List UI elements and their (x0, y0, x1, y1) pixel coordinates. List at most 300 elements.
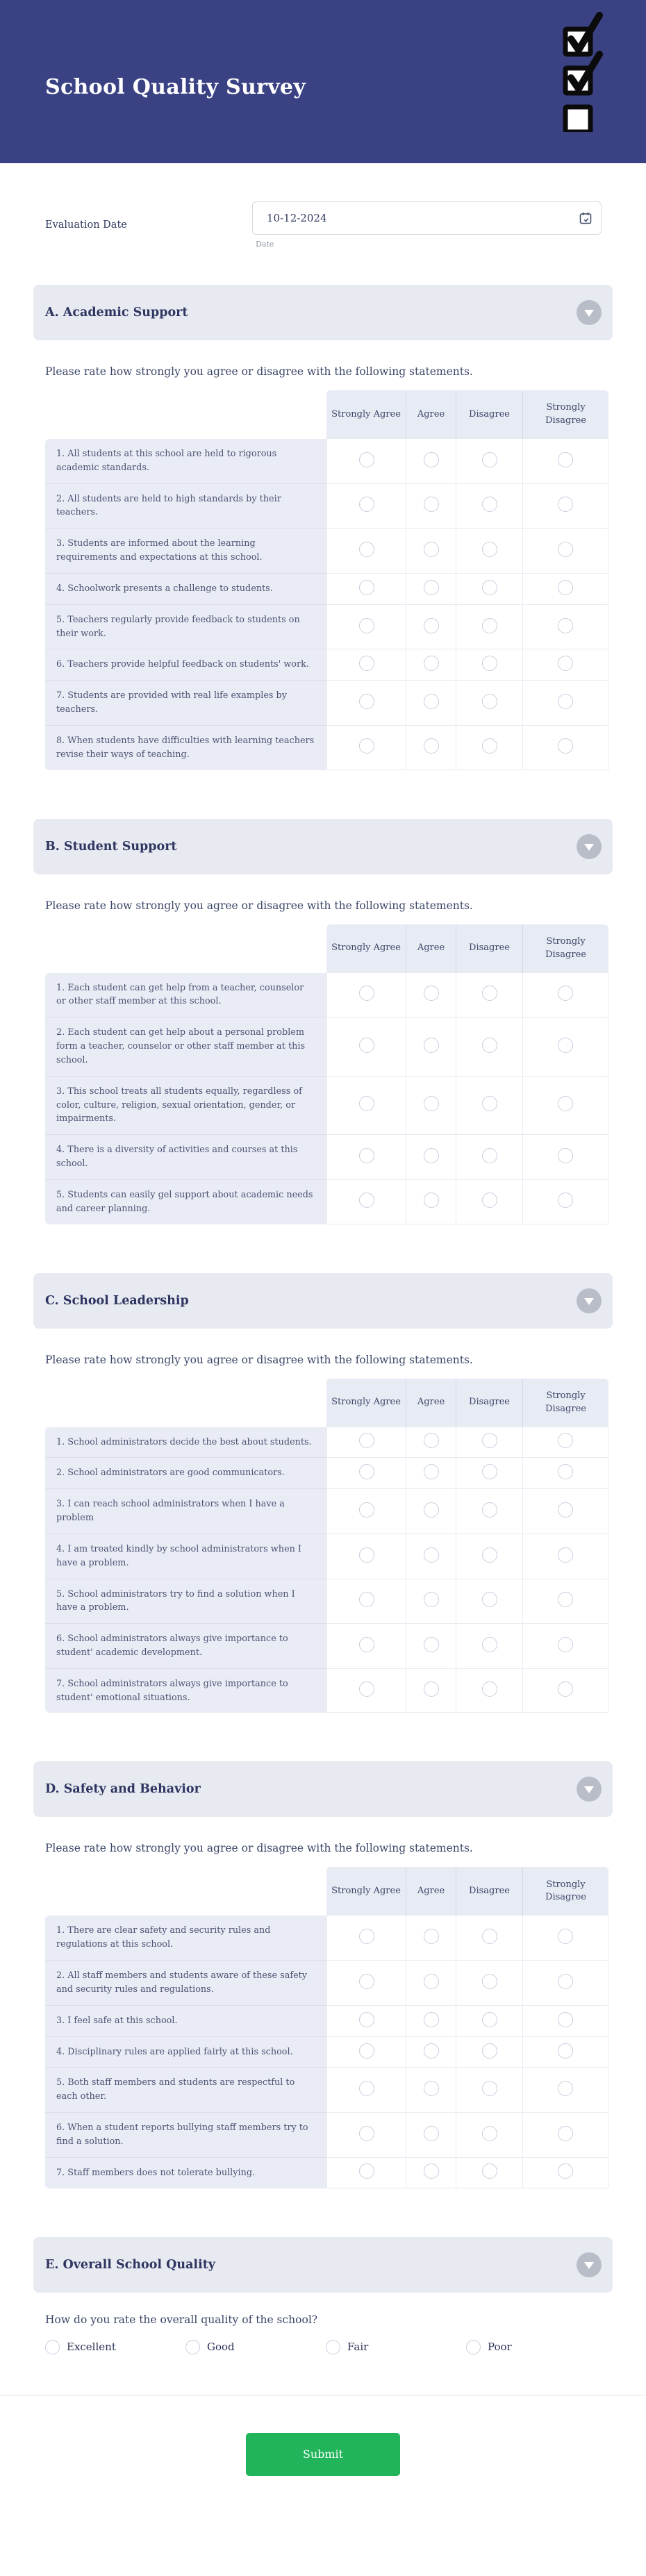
radio-option[interactable] (359, 452, 374, 467)
radio-cell (456, 1427, 522, 1459)
radio-option[interactable] (359, 1464, 374, 1479)
radio-option[interactable] (482, 1148, 497, 1163)
radio-cell (406, 1916, 456, 1961)
radio-option[interactable] (424, 1193, 439, 1208)
radio-cell (456, 649, 522, 681)
section-title: B. Student Support (45, 839, 177, 854)
radio-cell (326, 681, 406, 726)
radio-option[interactable] (482, 1193, 497, 1208)
radio-option[interactable] (424, 2081, 439, 2096)
matrix-row (45, 529, 608, 574)
radio-cell (406, 1077, 456, 1135)
radio-cell (522, 1489, 608, 1534)
radio-option[interactable] (424, 1681, 439, 1697)
radio-cell (522, 1669, 608, 1713)
question-text: 7. Students are provided with real life examples by teachers. (45, 681, 326, 726)
radio-option[interactable] (558, 2126, 573, 2141)
radio-cell (406, 1534, 456, 1579)
radio-option[interactable] (558, 2081, 573, 2096)
matrix-row (45, 1135, 608, 1180)
section-title: C. School Leadership (45, 1293, 189, 1308)
matrix-table (45, 390, 608, 770)
radio-option[interactable] (359, 1038, 374, 1053)
radio-option[interactable] (359, 1974, 374, 1989)
radio-option[interactable] (482, 580, 497, 595)
radio-option[interactable] (482, 1433, 497, 1448)
radio-cell (522, 2037, 608, 2068)
radio-cell (456, 529, 522, 574)
radio-cell (406, 1669, 456, 1713)
radio-cell (326, 1180, 406, 1224)
radio-cell (456, 2158, 522, 2188)
radio-cell (406, 1180, 456, 1224)
radio-cell (522, 439, 608, 484)
radio-option[interactable] (558, 656, 573, 671)
radio-option[interactable] (466, 2340, 481, 2354)
radio-option[interactable] (482, 738, 497, 754)
section-header[interactable] (33, 1273, 613, 1329)
radio-option[interactable] (558, 2043, 573, 2059)
question-text: 7. School administrators always give importance to student' emotional situations. (45, 1669, 326, 1713)
radio-cell (406, 2113, 456, 2158)
matrix-instruction: Please rate how strongly you agree or disagree with the following statements. (45, 1353, 473, 1366)
radio-option[interactable] (558, 542, 573, 557)
radio-cell (522, 1427, 608, 1459)
radio-option[interactable] (482, 1592, 497, 1607)
radio-option[interactable] (359, 1148, 374, 1163)
question-text: 2. Each student can get help about a personal problem form a teacher, counselor or other staff member at this school. (45, 1017, 326, 1076)
radio-option[interactable] (558, 1502, 573, 1518)
radio-option[interactable] (359, 618, 374, 633)
radio-cell (406, 1961, 456, 2006)
radio-cell (406, 2037, 456, 2068)
radio-option[interactable] (326, 2340, 340, 2354)
scale-column-header: Agree (406, 924, 456, 973)
survey-section (33, 285, 613, 770)
matrix-row (45, 1180, 608, 1224)
question-text: 6. School administrators always give importance to student' academic development. (45, 1624, 326, 1669)
radio-cell (522, 2158, 608, 2188)
radio-option[interactable] (359, 656, 374, 671)
scale-column-header: Strongly Agree (326, 924, 406, 973)
empty-corner-cell (45, 1867, 326, 1916)
radio-cell (326, 1669, 406, 1713)
scale-column-header: Agree (406, 1379, 456, 1427)
survey-section (33, 1273, 613, 1713)
radio-cell (326, 973, 406, 1018)
radio-option[interactable] (482, 497, 497, 512)
radio-cell (522, 1180, 608, 1224)
question-text: 7. Staff members does not tolerate bullying. (45, 2158, 326, 2188)
question-text: 2. All students are held to high standards by their teachers. (45, 484, 326, 529)
radio-option[interactable] (482, 1547, 497, 1563)
overall-option[interactable] (326, 2340, 466, 2354)
question-text: 2. All staff members and students aware of these safety and security rules and regulations. (45, 1961, 326, 2006)
radio-option[interactable] (558, 694, 573, 709)
empty-corner-cell (45, 924, 326, 973)
radio-cell (326, 1427, 406, 1459)
matrix-row (45, 2113, 608, 2158)
matrix-row (45, 1669, 608, 1713)
radio-option[interactable] (558, 2012, 573, 2027)
radio-option[interactable] (359, 1193, 374, 1208)
radio-cell (456, 605, 522, 650)
radio-option[interactable] (424, 618, 439, 633)
radio-option[interactable] (424, 2012, 439, 2027)
radio-cell (326, 1017, 406, 1076)
radio-cell (456, 1135, 522, 1180)
radio-cell (326, 1624, 406, 1669)
radio-option[interactable] (558, 2163, 573, 2179)
radio-cell (406, 973, 456, 1018)
radio-option[interactable] (558, 1681, 573, 1697)
question-text: 3. I can reach school administrators when I have a problem (45, 1489, 326, 1534)
radio-option[interactable] (359, 2081, 374, 2096)
matrix-sections (33, 285, 613, 2188)
date-sublabel: Date (256, 240, 274, 249)
radio-option[interactable] (424, 738, 439, 754)
question-text: 4. There is a diversity of activities and courses at this school. (45, 1135, 326, 1180)
radio-option[interactable] (424, 497, 439, 512)
radio-cell (522, 1579, 608, 1624)
radio-option[interactable] (359, 542, 374, 557)
radio-option[interactable] (558, 986, 573, 1001)
radio-cell (456, 1489, 522, 1534)
chevron-down-icon[interactable] (577, 1288, 602, 1313)
radio-cell (456, 2113, 522, 2158)
chevron-down-icon[interactable] (577, 2252, 602, 2277)
radio-cell (406, 1427, 456, 1459)
section-overall (33, 2237, 613, 2354)
radio-option[interactable] (424, 580, 439, 595)
chevron-down-icon[interactable] (577, 1777, 602, 1802)
question-text: 3. Students are informed about the learning requirements and expectations at this school. (45, 529, 326, 574)
radio-option[interactable] (558, 1547, 573, 1563)
evaluation-date-label: Evaluation Date (45, 219, 127, 231)
radio-option[interactable] (558, 1974, 573, 1989)
scale-column-header: Strongly Disagree (522, 924, 608, 973)
overall-option[interactable] (466, 2340, 606, 2354)
radio-option[interactable] (558, 1148, 573, 1163)
radio-cell (326, 1916, 406, 1961)
radio-option[interactable] (558, 1464, 573, 1479)
overall-option-label: Excellent (67, 2341, 116, 2354)
radio-cell (522, 1017, 608, 1076)
radio-option[interactable] (359, 1547, 374, 1563)
radio-option[interactable] (359, 2043, 374, 2059)
radio-option[interactable] (482, 542, 497, 557)
radio-cell (326, 2006, 406, 2037)
radio-cell (326, 1579, 406, 1624)
radio-option[interactable] (359, 2012, 374, 2027)
radio-option[interactable] (558, 1929, 573, 1944)
radio-cell (326, 1458, 406, 1489)
radio-cell (326, 484, 406, 529)
radio-option[interactable] (424, 1433, 439, 1448)
radio-option[interactable] (482, 2126, 497, 2141)
radio-option[interactable] (424, 2126, 439, 2141)
radio-option[interactable] (359, 2163, 374, 2179)
radio-option[interactable] (482, 1038, 497, 1053)
radio-option[interactable] (359, 1433, 374, 1448)
radio-option[interactable] (359, 1096, 374, 1111)
radio-option[interactable] (424, 986, 439, 1001)
calendar-icon[interactable] (579, 211, 593, 225)
radio-cell (456, 726, 522, 770)
section-header[interactable] (33, 285, 613, 340)
radio-cell (456, 681, 522, 726)
radio-option[interactable] (558, 618, 573, 633)
radio-option[interactable] (482, 1974, 497, 1989)
radio-cell (406, 1579, 456, 1624)
radio-cell (406, 484, 456, 529)
radio-cell (456, 2037, 522, 2068)
radio-option[interactable] (359, 497, 374, 512)
radio-option[interactable] (424, 1547, 439, 1563)
scale-column-header: Disagree (456, 390, 522, 439)
radio-cell (406, 2068, 456, 2113)
radio-option[interactable] (558, 452, 573, 467)
radio-cell (456, 2068, 522, 2113)
scale-column-header: Strongly Agree (326, 1867, 406, 1916)
scale-column-header: Agree (406, 1867, 456, 1916)
radio-cell (456, 1579, 522, 1624)
question-text: 4. Schoolwork presents a challenge to students. (45, 574, 326, 605)
overall-option[interactable] (185, 2340, 326, 2354)
radio-option[interactable] (424, 1929, 439, 1944)
radio-option[interactable] (424, 1148, 439, 1163)
radio-cell (406, 574, 456, 605)
radio-option[interactable] (424, 1038, 439, 1053)
section-header-overall[interactable] (33, 2237, 613, 2293)
page-title: School Quality Survey (45, 75, 306, 99)
empty-corner-cell (45, 390, 326, 439)
overall-question: How do you rate the overall quality of the school? (45, 2313, 318, 2326)
radio-option[interactable] (482, 2012, 497, 2027)
radio-cell (326, 605, 406, 650)
radio-option[interactable] (45, 2340, 60, 2354)
radio-option[interactable] (482, 1637, 497, 1652)
radio-option[interactable] (482, 656, 497, 671)
radio-cell (406, 605, 456, 650)
section-header[interactable] (33, 819, 613, 874)
radio-cell (326, 649, 406, 681)
radio-cell (326, 1489, 406, 1534)
radio-cell (456, 1077, 522, 1135)
radio-cell (456, 1624, 522, 1669)
radio-option[interactable] (359, 738, 374, 754)
radio-option[interactable] (558, 1637, 573, 1652)
radio-option[interactable] (424, 1502, 439, 1518)
overall-option-label: Poor (488, 2341, 512, 2354)
radio-cell (522, 681, 608, 726)
app-header (0, 0, 646, 163)
radio-cell (456, 1017, 522, 1076)
section-title: D. Safety and Behavior (45, 1782, 201, 1797)
question-text: 1. There are clear safety and security rules and regulations at this school. (45, 1916, 326, 1961)
radio-cell (326, 439, 406, 484)
radio-option[interactable] (359, 1637, 374, 1652)
radio-cell (326, 1534, 406, 1579)
matrix-row (45, 1534, 608, 1579)
radio-cell (326, 2037, 406, 2068)
question-text: 1. Each student can get help from a teacher, counselor or other staff member at this school. (45, 973, 326, 1018)
section-title: A. Academic Support (45, 306, 188, 319)
radio-option[interactable] (359, 1592, 374, 1607)
scale-column-header: Disagree (456, 1867, 522, 1916)
radio-cell (456, 1961, 522, 2006)
radio-cell (326, 726, 406, 770)
radio-option[interactable] (424, 1637, 439, 1652)
radio-option[interactable] (424, 452, 439, 467)
form-body (0, 201, 646, 2354)
radio-cell (522, 649, 608, 681)
radio-cell (522, 973, 608, 1018)
radio-option[interactable] (558, 1592, 573, 1607)
matrix-row (45, 1427, 608, 1459)
question-text: 1. School administrators decide the best about students. (45, 1427, 326, 1459)
question-text: 2. School administrators are good communicators. (45, 1458, 326, 1489)
question-text: 5. Students can easily gel support about academic needs and career planning. (45, 1180, 326, 1224)
radio-cell (456, 1916, 522, 1961)
radio-cell (522, 529, 608, 574)
radio-option[interactable] (424, 2043, 439, 2059)
matrix-table (45, 924, 608, 1224)
evaluation-date-input[interactable] (252, 201, 602, 235)
radio-option[interactable] (359, 580, 374, 595)
radio-cell (456, 439, 522, 484)
question-text: 6. Teachers provide helpful feedback on students' work. (45, 649, 326, 681)
radio-cell (522, 1961, 608, 2006)
overall-option-label: Good (207, 2341, 235, 2354)
radio-option[interactable] (482, 694, 497, 709)
radio-option[interactable] (558, 1433, 573, 1448)
radio-option[interactable] (424, 1592, 439, 1607)
overall-option[interactable] (45, 2340, 185, 2354)
radio-option[interactable] (359, 986, 374, 1001)
radio-option[interactable] (558, 1096, 573, 1111)
matrix-row (45, 681, 608, 726)
chevron-down-icon[interactable] (577, 300, 602, 325)
radio-option[interactable] (482, 1096, 497, 1111)
matrix-table (45, 1867, 608, 2188)
radio-option[interactable] (482, 618, 497, 633)
radio-option[interactable] (482, 1929, 497, 1944)
radio-option[interactable] (359, 1681, 374, 1697)
radio-cell (522, 484, 608, 529)
question-text: 3. I feel safe at this school. (45, 2006, 326, 2037)
radio-option[interactable] (482, 2163, 497, 2179)
radio-cell (326, 2068, 406, 2113)
radio-option[interactable] (558, 580, 573, 595)
matrix-row (45, 726, 608, 770)
matrix-table (45, 1379, 608, 1713)
radio-cell (326, 1961, 406, 2006)
radio-option[interactable] (558, 738, 573, 754)
radio-option[interactable] (482, 1681, 497, 1697)
radio-cell (326, 1077, 406, 1135)
checklist-icon (560, 10, 607, 132)
radio-option[interactable] (185, 2340, 200, 2354)
scale-column-header: Strongly Disagree (522, 1379, 608, 1427)
radio-cell (522, 2113, 608, 2158)
matrix-row (45, 1017, 608, 1076)
radio-cell (406, 1489, 456, 1534)
scale-column-header: Disagree (456, 924, 522, 973)
radio-option[interactable] (482, 1464, 497, 1479)
radio-cell (456, 1669, 522, 1713)
section-title: E. Overall School Quality (45, 2257, 215, 2272)
question-text: 5. Both staff members and students are respectful to each other. (45, 2068, 326, 2113)
matrix-row (45, 1579, 608, 1624)
radio-option[interactable] (359, 1502, 374, 1518)
matrix-row (45, 574, 608, 605)
radio-option[interactable] (482, 1502, 497, 1518)
radio-cell (326, 574, 406, 605)
overall-option-label: Fair (347, 2341, 369, 2354)
radio-cell (522, 726, 608, 770)
submit-button[interactable]: Submit (246, 2433, 400, 2476)
radio-option[interactable] (482, 986, 497, 1001)
scale-column-header: Strongly Disagree (522, 1867, 608, 1916)
matrix-row (45, 2006, 608, 2037)
radio-option[interactable] (359, 694, 374, 709)
radio-cell (326, 1135, 406, 1180)
radio-option[interactable] (359, 1929, 374, 1944)
overall-options (45, 2340, 613, 2354)
radio-option[interactable] (482, 452, 497, 467)
matrix-instruction: Please rate how strongly you agree or disagree with the following statements. (45, 1842, 473, 1855)
matrix-row (45, 1916, 608, 1961)
radio-option[interactable] (558, 1193, 573, 1208)
radio-option[interactable] (424, 656, 439, 671)
radio-option[interactable] (359, 2126, 374, 2141)
radio-cell (456, 1458, 522, 1489)
radio-option[interactable] (424, 542, 439, 557)
evaluation-date-input-wrap (252, 201, 602, 249)
matrix-instruction: Please rate how strongly you agree or disagree with the following statements. (45, 899, 473, 912)
question-text: 1. All students at this school are held to rigorous academic standards. (45, 439, 326, 484)
radio-option[interactable] (424, 1096, 439, 1111)
radio-cell (406, 1624, 456, 1669)
radio-option[interactable] (424, 2163, 439, 2179)
radio-option[interactable] (482, 2043, 497, 2059)
radio-cell (522, 605, 608, 650)
survey-section (33, 819, 613, 1224)
radio-option[interactable] (558, 497, 573, 512)
radio-option[interactable] (558, 1038, 573, 1053)
question-text: 4. Disciplinary rules are applied fairly at this school. (45, 2037, 326, 2068)
matrix-row (45, 1624, 608, 1669)
scale-column-header: Disagree (456, 1379, 522, 1427)
radio-option[interactable] (424, 1464, 439, 1479)
radio-cell (522, 2006, 608, 2037)
radio-cell (522, 1624, 608, 1669)
matrix-row (45, 1458, 608, 1489)
chevron-down-icon[interactable] (577, 834, 602, 859)
matrix-row (45, 605, 608, 650)
scale-column-header: Strongly Disagree (522, 390, 608, 439)
radio-option[interactable] (482, 2081, 497, 2096)
radio-cell (406, 529, 456, 574)
radio-option[interactable] (424, 1974, 439, 1989)
radio-cell (326, 2158, 406, 2188)
radio-cell (456, 1534, 522, 1579)
scale-column-header: Agree (406, 390, 456, 439)
radio-option[interactable] (424, 694, 439, 709)
matrix-row (45, 2158, 608, 2188)
section-header[interactable] (33, 1761, 613, 1817)
